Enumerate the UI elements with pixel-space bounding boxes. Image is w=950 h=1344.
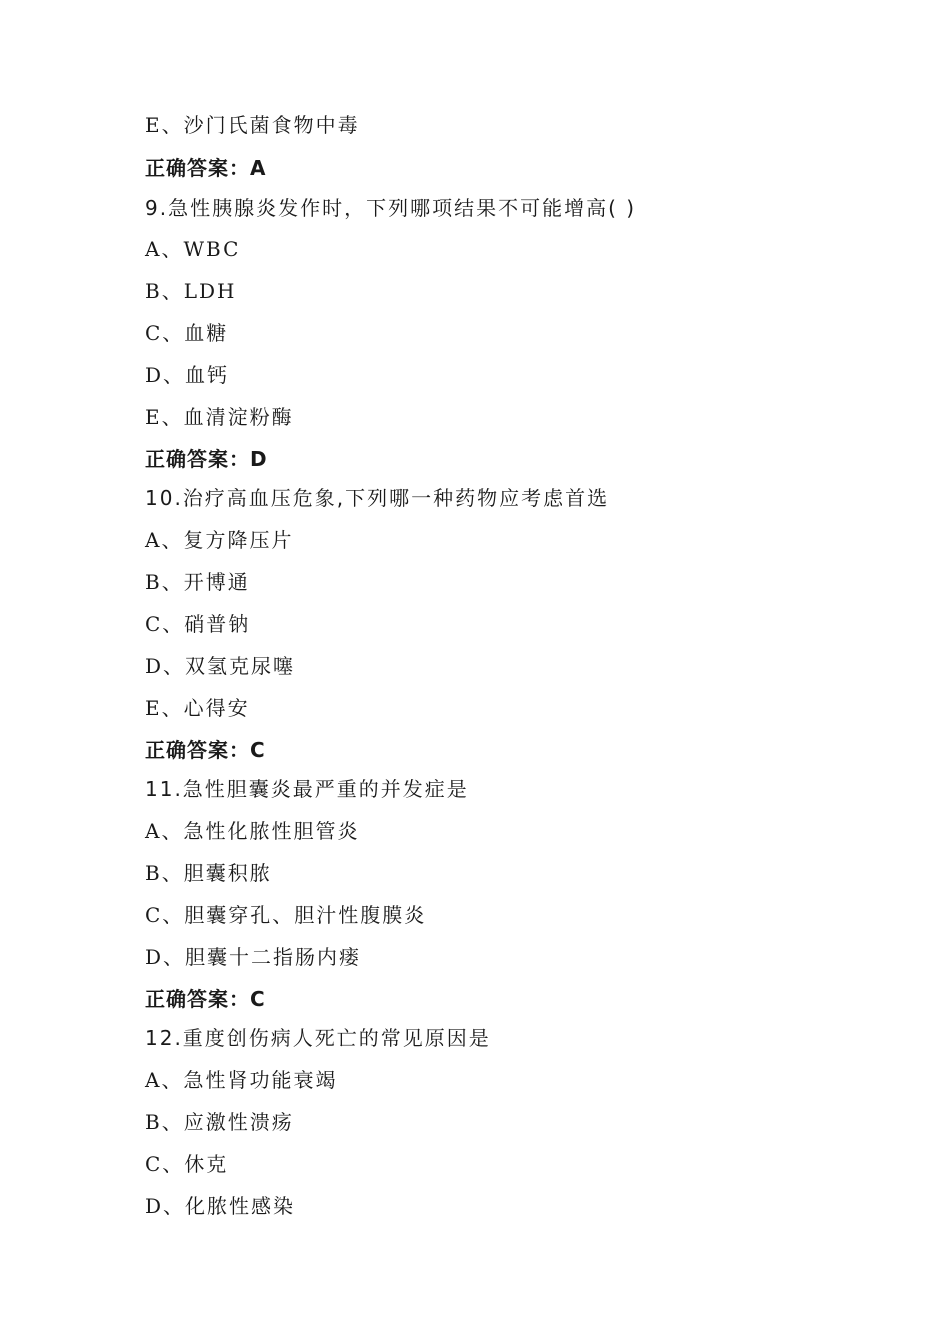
option-line: D、胆囊十二指肠内瘘 bbox=[145, 945, 362, 969]
option-line: A、急性化脓性胆管炎 bbox=[145, 819, 360, 843]
option-line: A、WBC bbox=[145, 237, 241, 261]
option-line: B、LDH bbox=[145, 279, 237, 303]
option-line: B、应激性溃疡 bbox=[145, 1110, 294, 1134]
answer-line: 正确答案：D bbox=[145, 447, 268, 471]
question-line: 12.重度创伤病人死亡的常见原因是 bbox=[145, 1026, 491, 1050]
answer-line: 正确答案：C bbox=[145, 738, 266, 762]
answer-line: 正确答案：C bbox=[145, 987, 266, 1011]
option-line: E、心得安 bbox=[145, 696, 250, 720]
option-line: E、血清淀粉酶 bbox=[145, 405, 294, 429]
option-line: B、胆囊积脓 bbox=[145, 861, 272, 885]
option-line: B、开博通 bbox=[145, 570, 250, 594]
question-line: 10.治疗高血压危象,下列哪一种药物应考虑首选 bbox=[145, 486, 610, 510]
question-line: 9.急性胰腺炎发作时，下列哪项结果不可能增高( ) bbox=[145, 196, 637, 220]
option-line: D、双氢克尿噻 bbox=[145, 654, 296, 678]
option-line: C、胆囊穿孔、胆汁性腹膜炎 bbox=[145, 903, 427, 927]
option-line: A、急性肾功能衰竭 bbox=[145, 1068, 338, 1092]
option-line: C、硝普钠 bbox=[145, 612, 251, 636]
answer-line: 正确答案：A bbox=[145, 156, 267, 180]
option-line: D、化脓性感染 bbox=[145, 1194, 296, 1218]
option-line: C、休克 bbox=[145, 1152, 229, 1176]
option-line: A、复方降压片 bbox=[145, 528, 294, 552]
option-line: E、沙门氏菌食物中毒 bbox=[145, 113, 360, 137]
question-line: 11.急性胆囊炎最严重的并发症是 bbox=[145, 777, 469, 801]
option-line: C、血糖 bbox=[145, 321, 229, 345]
option-line: D、血钙 bbox=[145, 363, 230, 387]
